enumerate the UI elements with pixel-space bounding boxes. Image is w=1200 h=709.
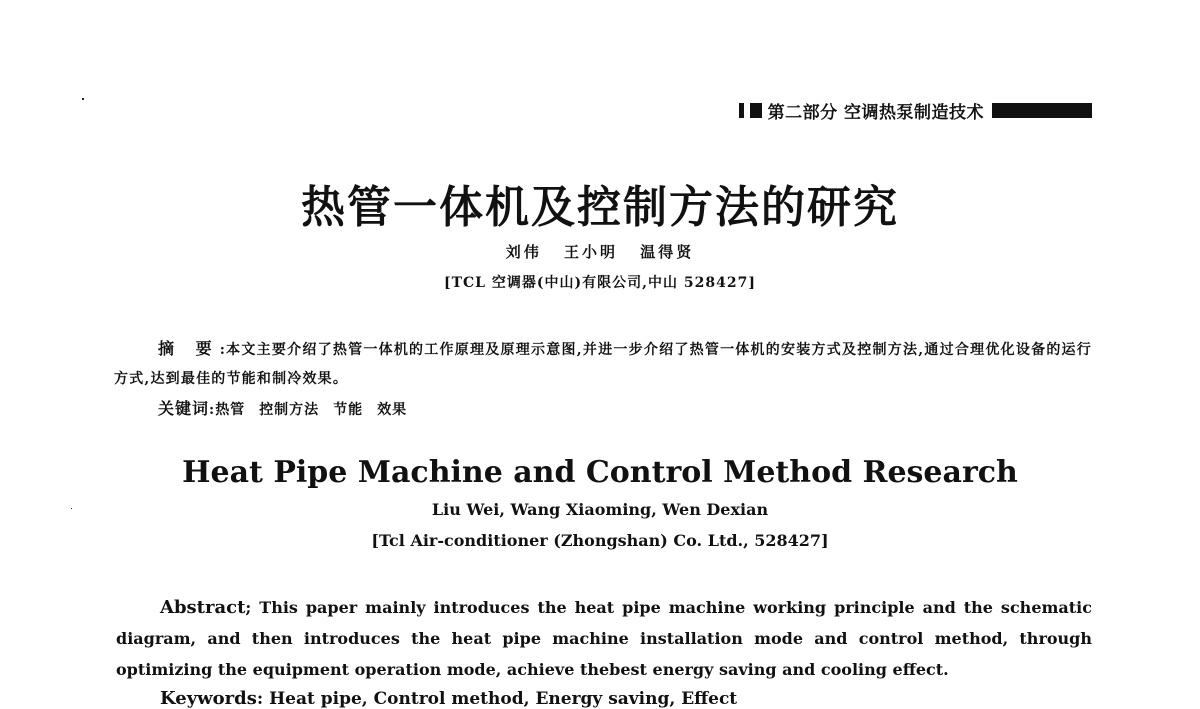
keyword: 控制方法 — [259, 402, 320, 418]
english-authors: Liu Wei, Wang Xiaoming, Wen Dexian — [431, 500, 769, 519]
english-title: Heat Pipe Machine and Control Method Research — [182, 455, 1018, 490]
chinese-affiliation: [TCL 空调器(中山)有限公司,中山 528427] — [444, 275, 756, 291]
keyword: 效果 — [377, 402, 408, 418]
running-header — [739, 98, 1092, 123]
colon: : — [209, 402, 216, 418]
english-abstract-label: Abstract — [160, 597, 246, 618]
english-keywords-text: : Heat pipe, Control method, Energy saving, Effect — [256, 689, 738, 709]
chinese-abstract — [114, 334, 1092, 394]
header-marker — [750, 103, 762, 118]
header-bar — [992, 103, 1092, 118]
header-marker — [739, 103, 744, 118]
keyword: 热管 — [215, 402, 246, 418]
english-affiliation: [Tcl Air-conditioner (Zhongshan) Co. Ltd., 528427] — [371, 531, 829, 550]
english-keywords-label: Keywords — [160, 688, 257, 709]
keyword: 节能 — [333, 402, 364, 418]
chinese-abstract-text: :本文主要介绍了热管一体机的工作原理及原理示意图,并进一步介绍了热管一体机的安装方式及控制方法,通过合理优化设备的运行方式,达到最佳的节能和制冷效果。 — [114, 342, 1093, 387]
english-abstract — [116, 592, 1092, 685]
chinese-keywords — [158, 396, 421, 419]
scan-speck — [82, 98, 84, 100]
english-abstract-text: ; This paper mainly introduces the heat pipe machine working principle and the schematic diagram, and then introduces the heat pipe machine installation mode and control method, through optimizing the equipment operation mode, achieve thebest energy saving and cooling effect. — [116, 598, 1092, 679]
english-keywords — [160, 688, 737, 709]
chinese-abstract-label: 摘 要 — [158, 339, 220, 358]
chinese-keywords-label: 关键词 — [158, 399, 210, 418]
chinese-authors: 刘伟 王小明 温得贤 — [505, 243, 695, 261]
section-title: 第二部分 空调热泵制造技术 — [767, 103, 984, 123]
chinese-title: 热管一体机及控制方法的研究 — [301, 182, 899, 233]
